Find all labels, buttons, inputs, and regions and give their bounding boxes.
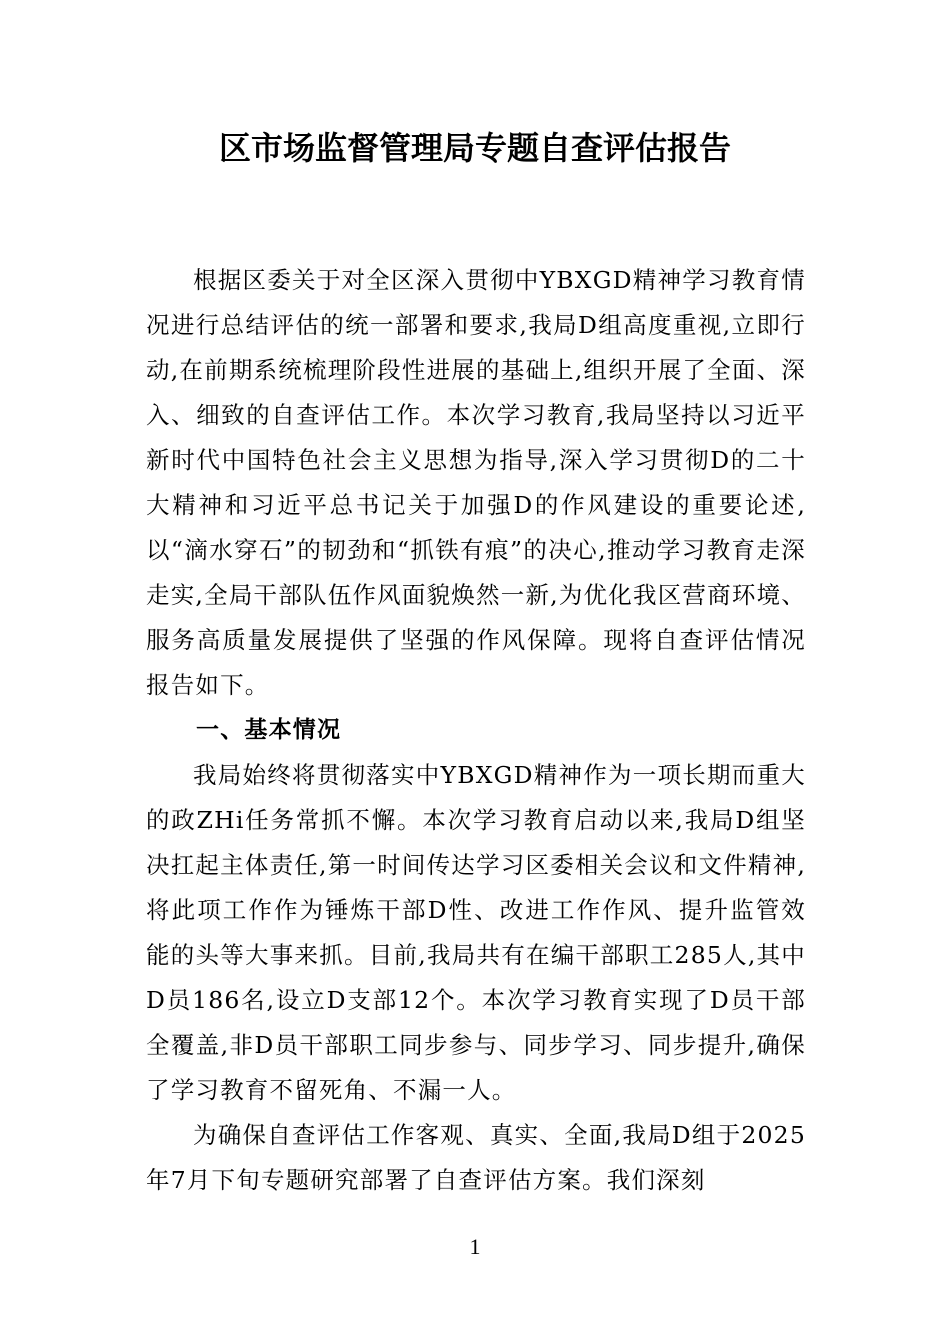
section1-paragraph-1: 我局始终将贯彻落实中YBXGD精神作为一项长期而重大的政ZHi任务常抓不懈。本次学习教育启动以来,我局D组坚决扛起主体责任,第一时间传达学习区委相关会议和文件精神,将此项工作作为锤炼干部D性、改进工作作风、提升监管效能的头等大事来抓。目前,我局共有在编干部职工285人,其中D员186名,设立D支部12个。本次学习教育实现了D员干部全覆盖,非D员干部职工同步参与、同步学习、同步提升,确保了学习教育不留死角、不漏一人。	[146, 761, 806, 1104]
section1-paragraph-2: 为确保自查评估工作客观、真实、全面,我局D组于2025年7月下旬专题研究部署了自查评估方案。我们深刻	[146, 1121, 806, 1194]
intro-paragraph: 根据区委关于对全区深入贯彻中YBXGD精神学习教育情况进行总结评估的统一部署和要求,我局D组高度重视,立即行动,在前期系统梳理阶段性进展的基础上,组织开展了全面、深入、细致的自查评估工作。本次学习教育,我局坚持以习近平新时代中国特色社会主义思想为指导,深入学习贯彻D的二十大精神和习近平总书记关于加强D的作风建设的重要论述,以“滴水穿石”的韧劲和“抓铁有痕”的决心,推动学习教育走深走实,全局干部队伍作风面貌焕然一新,为优化我区营商环境、服务高质量发展提供了坚强的作风保障。现将自查评估情况报告如下。	[146, 266, 806, 699]
page-number: 1	[469, 1234, 481, 1259]
document-body	[146, 258, 806, 1203]
document-title: 区市场监督管理局专题自查评估报告	[218, 129, 731, 167]
section-heading-basic-situation: 一、基本情况	[196, 717, 342, 743]
